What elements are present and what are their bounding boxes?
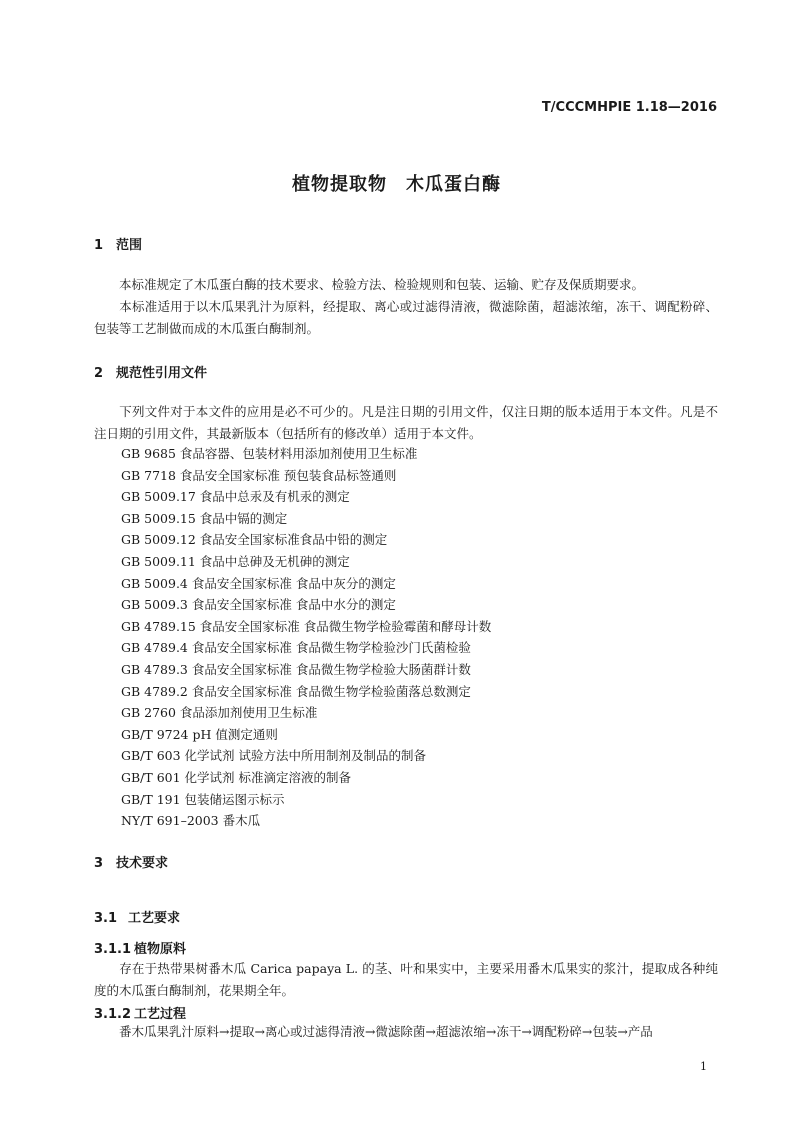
reference-item: GB 5009.15 食品中镉的测定 bbox=[121, 510, 288, 526]
section-2-number: 2 bbox=[94, 366, 104, 381]
reference-item: NY/T 691–2003 番木瓜 bbox=[121, 813, 261, 829]
section-3-title: 技术要求 bbox=[116, 856, 169, 871]
section-3-1-1-heading bbox=[94, 938, 186, 957]
reference-item: GB/T 9724 pH 值测定通则 bbox=[121, 726, 278, 742]
section-1-number: 1 bbox=[94, 238, 104, 253]
section-1-title: 范围 bbox=[116, 238, 143, 253]
reference-item: GB 7718 食品安全国家标准 预包装食品标签通则 bbox=[121, 467, 397, 483]
reference-item: GB 4789.4 食品安全国家标准 食品微生物学检验沙门氏菌检验 bbox=[121, 640, 471, 656]
document-title: 植物提取物 木瓜蛋白酶 bbox=[292, 174, 501, 195]
section-1-paragraph-1: 本标准规定了木瓜蛋白酶的技术要求、检验方法、检验规则和包装、运输、贮存及保质期要求。 bbox=[119, 277, 645, 292]
reference-list bbox=[121, 443, 491, 832]
reference-item: GB 5009.12 食品安全国家标准食品中铅的测定 bbox=[121, 532, 388, 548]
reference-item: GB/T 601 化学试剂 标准滴定溶液的制备 bbox=[121, 769, 351, 785]
section-3-1-1-title: 植物原料 bbox=[134, 942, 187, 957]
reference-item: GB 5009.3 食品安全国家标准 食品中水分的测定 bbox=[121, 597, 396, 613]
standard-code: T/CCCMHPIE 1.18—2016 bbox=[541, 100, 717, 115]
section-3-1-1-text: 存在于热带果树番木瓜 Carica papaya L. 的茎、叶和果实中，主要采用番木瓜果实的浆汁，提取成各种纯度的木瓜蛋白酶制剂，花果期全年。 bbox=[94, 961, 718, 998]
section-1-heading bbox=[94, 234, 142, 253]
reference-item: GB/T 603 化学试剂 试验方法中所用制剂及制品的制备 bbox=[121, 748, 426, 764]
reference-item: GB 5009.11 食品中总砷及无机砷的测定 bbox=[121, 553, 350, 569]
reference-item: GB 9685 食品容器、包装材料用添加剂使用卫生标准 bbox=[121, 446, 418, 461]
section-3-1-2-heading bbox=[94, 1003, 186, 1022]
section-3-1-2-text: 番木瓜果乳汁原料→提取→离心或过滤得清液→微滤除菌→超滤浓缩→冻干→调配粉碎→包装→产品 bbox=[119, 1024, 653, 1039]
section-3-1-title: 工艺要求 bbox=[128, 911, 181, 926]
section-1-paragraph-2: 本标准适用于以木瓜果乳汁为原料，经提取、离心或过滤得清液，微滤除菌，超滤浓缩，冻干、调配粉碎、包装等工艺制做而成的木瓜蛋白酶制剂。 bbox=[94, 299, 718, 336]
reference-item: GB 2760 食品添加剂使用卫生标准 bbox=[121, 705, 318, 721]
section-3-1-number: 3.1 bbox=[94, 911, 118, 926]
reference-item: GB 4789.2 食品安全国家标准 食品微生物学检验菌落总数测定 bbox=[121, 683, 471, 699]
section-3-number: 3 bbox=[94, 856, 104, 871]
reference-item: GB 5009.4 食品安全国家标准 食品中灰分的测定 bbox=[121, 575, 396, 591]
reference-item: GB 4789.3 食品安全国家标准 食品微生物学检验大肠菌群计数 bbox=[121, 661, 471, 677]
page-number: 1 bbox=[700, 1060, 707, 1073]
section-2-heading bbox=[94, 362, 207, 381]
section-2-intro: 下列文件对于本文件的应用是必不可少的。凡是注日期的引用文件，仅注日期的版本适用于本文件。凡是不注日期的引用文件，其最新版本（包括所有的修改单）适用于本文件。 bbox=[94, 404, 718, 441]
section-3-1-2-title: 工艺过程 bbox=[134, 1007, 187, 1022]
section-2-title: 规范性引用文件 bbox=[116, 366, 208, 381]
section-3-heading bbox=[94, 852, 168, 871]
section-3-1-2-number: 3.1.2 bbox=[94, 1007, 132, 1022]
reference-item: GB/T 191 包装储运图示标示 bbox=[121, 791, 285, 807]
section-3-1-1-number: 3.1.1 bbox=[94, 942, 132, 957]
section-3-1-heading bbox=[94, 907, 180, 926]
reference-item: GB 5009.17 食品中总汞及有机汞的测定 bbox=[121, 489, 350, 505]
reference-item: GB 4789.15 食品安全国家标准 食品微生物学检验霉菌和酵母计数 bbox=[121, 618, 492, 634]
